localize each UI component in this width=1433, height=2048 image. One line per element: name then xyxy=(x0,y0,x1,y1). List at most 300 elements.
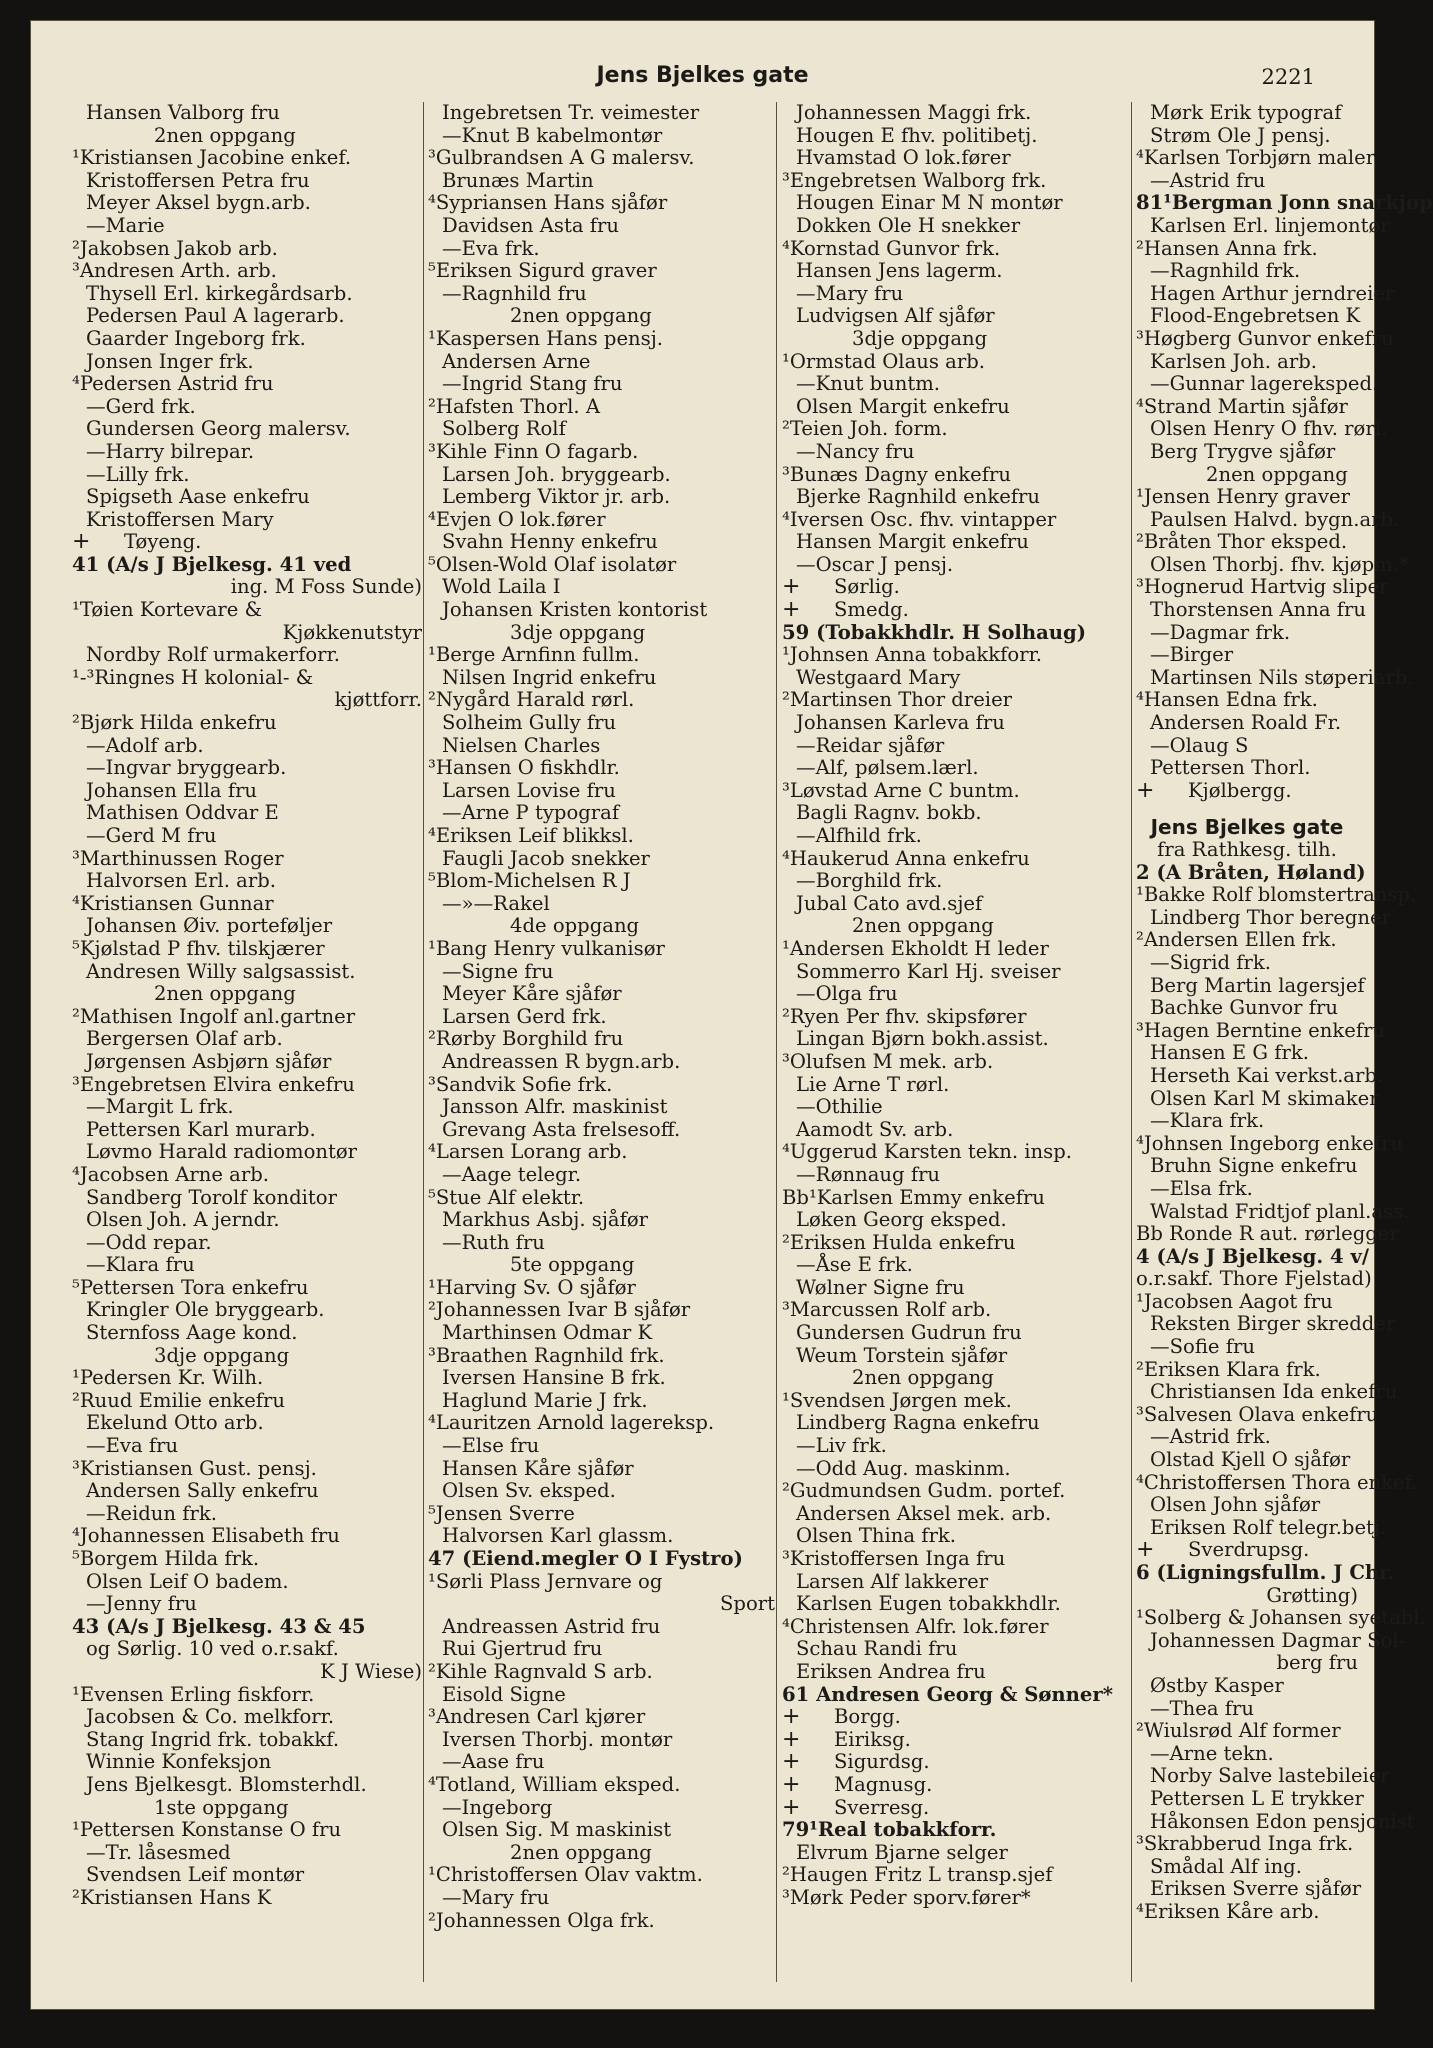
resident-entry: ²Bjørk Hilda enkefru xyxy=(72,711,277,735)
resident-entry: ¹Sørli Plass Jernvare og xyxy=(428,1569,663,1593)
resident-entry: ⁵Olsen-Wold Olaf isolatør xyxy=(428,552,677,576)
resident-entry: ¹Ormstad Olaus arb. xyxy=(782,349,985,373)
resident-entry: ²Eriksen Hulda enkefru xyxy=(782,1230,1016,1254)
resident-entry: —Lilly frk. xyxy=(86,462,190,486)
page-header xyxy=(30,20,1375,90)
resident-entry: Schau Randi fru xyxy=(796,1637,958,1661)
resident-entry: Christiansen Ida enkefru xyxy=(1150,1380,1398,1404)
resident-entry: —Alfhild frk. xyxy=(796,824,922,847)
resident-entry: Sternfoss Aage kond. xyxy=(86,1321,298,1345)
cross-street-name: Borgg. xyxy=(834,1705,901,1729)
cross-marker-icon: + xyxy=(782,1771,801,1797)
resident-entry: —Margit L frk. xyxy=(86,1095,234,1119)
resident-entry: Westgaard Mary xyxy=(796,665,961,689)
resident-entry: Løvmo Harald radiomontør xyxy=(86,1140,358,1164)
resident-entry: ²Wiulsrød Alf former xyxy=(1136,1719,1341,1743)
resident-entry: Thorstensen Anna fru xyxy=(1150,598,1367,622)
resident-entry: —Gunnar lagereksped. xyxy=(1150,372,1379,396)
resident-entry: ¹Kaspersen Hans pensj. xyxy=(428,326,664,350)
resident-entry: —Arne P typograf xyxy=(442,801,620,825)
cross-street-entry xyxy=(1136,1539,1358,1562)
resident-entry: —Ragnhild frk. xyxy=(1150,259,1301,283)
resident-entry: ⁵Stue Alf elektr. xyxy=(428,1185,585,1209)
resident-entry: Pettersen L E trykker xyxy=(1150,1786,1364,1810)
column-4 xyxy=(1136,101,1433,2002)
address-heading: 81¹Bergman Jonn snarkjøp xyxy=(1136,191,1433,215)
cross-marker-icon: + xyxy=(72,529,91,555)
resident-entry: —Othilie xyxy=(796,1095,883,1119)
resident-entry: ⁴Haukerud Anna enkefru xyxy=(782,846,1030,870)
resident-entry: —Oscar J pensj. xyxy=(796,552,954,576)
resident-entry: —Knut B kabelmontør xyxy=(442,123,663,147)
cross-street-name: Sverresg. xyxy=(834,1795,930,1819)
resident-entry: Gundersen Gudrun fru xyxy=(796,1321,1022,1345)
resident-entry: —Knut buntm. xyxy=(796,372,941,396)
resident-entry: Olsen Thorbj. fhv. kjøpm.* xyxy=(1150,552,1409,576)
address-heading: 6 (Ligningsfullm. J Chr. xyxy=(1136,1561,1395,1584)
cross-street-entry xyxy=(1136,777,1358,803)
resident-entry: ²Hafsten Thorl. A xyxy=(428,394,600,418)
resident-entry: Larsen Gerd frk. xyxy=(442,1004,607,1028)
resident-entry: Kristoffersen Mary xyxy=(86,507,274,531)
resident-entry: ⁵Eriksen Sigurd graver xyxy=(428,259,657,283)
resident-entry: —Olga fru xyxy=(796,982,898,1006)
stairway-heading: 2nen oppgang xyxy=(154,982,296,1006)
resident-entry: Halvorsen Karl glassm. xyxy=(442,1524,674,1548)
resident-entry: —Klara frk. xyxy=(1150,1109,1265,1133)
resident-entry: —Liv frk. xyxy=(796,1434,887,1458)
resident-entry: Kringler Ole bryggearb. xyxy=(86,1298,325,1322)
cross-street-entry xyxy=(72,531,422,554)
resident-entry: Ludvigsen Alf sjåfør xyxy=(796,304,995,328)
resident-entry: Strøm Ole J pensj. xyxy=(1150,123,1331,147)
resident-entry: Lie Arne T rørl. xyxy=(796,1072,950,1096)
resident-entry: ¹Pedersen Kr. Wilh. xyxy=(72,1366,264,1390)
resident-entry: ⁵Blom-Michelsen R J xyxy=(428,869,631,893)
resident-entry: ⁴Iversen Osc. fhv. vintapper xyxy=(782,507,1057,531)
resident-entry: ⁴Christensen Alfr. lok.fører xyxy=(782,1614,1049,1638)
resident-entry: ²Ryen Per fhv. skipsfører xyxy=(782,1004,1027,1028)
resident-entry: Hvamstad O lok.fører xyxy=(796,146,1011,170)
resident-entry: —Eva fru xyxy=(86,1434,179,1458)
resident-entry: Østby Kasper xyxy=(1150,1673,1284,1697)
resident-entry: Walstad Fridtjof planl.ass. xyxy=(1150,1199,1410,1223)
resident-entry: —Åse E frk. xyxy=(796,1253,913,1277)
stairway-heading: 2nen oppgang xyxy=(1206,462,1348,486)
resident-entry: kjøttforr. xyxy=(334,688,422,712)
resident-entry: ⁵Kjølstad P fhv. tilskjærer xyxy=(72,936,325,960)
stairway-heading: 3dje oppgang xyxy=(154,1343,290,1367)
resident-entry: ³Mørk Peder sporv.fører* xyxy=(782,1885,1031,1909)
resident-entry: Winnie Konfeksjon xyxy=(86,1750,272,1774)
resident-entry: Meyer Kåre sjåfør xyxy=(442,982,622,1006)
resident-entry: Pettersen Thorl. xyxy=(1150,756,1311,780)
resident-entry: Karlsen Eugen tobakkhdlr. xyxy=(796,1592,1061,1616)
column-3 xyxy=(782,102,1130,2002)
resident-entry: Reksten Birger skredder xyxy=(1150,1312,1396,1336)
resident-entry: Johansen Kristen kontorist xyxy=(442,598,708,622)
resident-entry: —Ingrid Stang fru xyxy=(442,372,623,396)
cross-marker-icon: + xyxy=(782,597,801,623)
resident-entry: fra Rathkesg. tilh. xyxy=(1157,838,1337,861)
resident-entry: ³Kihle Finn O fagarb. xyxy=(428,439,639,463)
resident-entry: —Birger xyxy=(1150,643,1234,667)
resident-entry: ²Johannessen Olga frk. xyxy=(428,1908,655,1932)
resident-entry: Karlsen Erl. linjemontør xyxy=(1150,213,1390,237)
resident-entry: o.r.sakf. Thore Fjelstad) xyxy=(1136,1267,1372,1291)
resident-entry: Grevang Asta frelsesoff. xyxy=(442,1117,681,1141)
stairway-heading: 2nen oppgang xyxy=(154,123,296,147)
resident-entry: Haglund Marie J frk. xyxy=(442,1388,648,1412)
resident-entry: Smådal Alf ing. xyxy=(1150,1854,1302,1878)
directory-page xyxy=(30,20,1433,2010)
resident-entry: Eisold Signe xyxy=(442,1682,566,1706)
resident-entry: Halvorsen Erl. arb. xyxy=(86,869,276,893)
resident-entry: ⁴Pedersen Astrid fru xyxy=(72,372,274,396)
resident-entry: ⁵Borgem Hilda frk. xyxy=(72,1547,260,1570)
cross-street-entry xyxy=(782,1706,1130,1729)
resident-entry: Pedersen Paul A lagerarb. xyxy=(86,304,345,328)
address-heading: 4 (A/s J Bjelkesg. 4 v/ xyxy=(1136,1244,1370,1268)
resident-entry: Olsen Sig. M maskinist xyxy=(442,1818,672,1842)
column-divider xyxy=(776,102,777,1982)
cross-marker-icon: + xyxy=(782,1704,801,1730)
resident-entry: ⁴Hansen Edna frk. xyxy=(1136,688,1318,712)
resident-entry: —Aase fru xyxy=(442,1750,545,1774)
resident-entry: Andreassen Astrid fru xyxy=(442,1614,661,1638)
resident-entry: Aamodt Sv. arb. xyxy=(796,1117,954,1141)
resident-entry: ing. M Foss Sunde) xyxy=(230,575,422,599)
resident-entry: Weum Torstein sjåfør xyxy=(796,1343,1008,1367)
resident-entry: Iversen Thorbj. montør xyxy=(442,1727,673,1751)
resident-entry: —Else fru xyxy=(442,1434,540,1458)
column-1 xyxy=(72,102,422,2002)
resident-entry: Olsen Leif O badem. xyxy=(86,1569,289,1593)
resident-entry: Johansen Øiv. porteføljer xyxy=(86,914,333,938)
resident-entry: Berg Martin lagersjef xyxy=(1150,973,1365,997)
stairway-heading: 3dje oppgang xyxy=(852,326,988,350)
resident-entry: Olstad Kjell O sjåfør xyxy=(1150,1448,1351,1472)
resident-entry: ¹Andersen Ekholdt H leder xyxy=(782,936,1049,960)
resident-entry: —Borghild frk. xyxy=(796,869,943,893)
address-heading: 59 (Tobakkhdlr. H Solhaug) xyxy=(782,620,1087,644)
resident-entry: ²Johannessen Ivar B sjåfør xyxy=(428,1298,691,1322)
resident-entry: Solheim Gully fru xyxy=(442,711,617,735)
resident-entry: K J Wiese) xyxy=(320,1659,422,1683)
resident-entry: ³Marcussen Rolf arb. xyxy=(782,1298,992,1322)
resident-entry: Markhus Asbj. sjåfør xyxy=(442,1208,649,1232)
resident-entry: Larsen Joh. bryggearb. xyxy=(442,462,671,486)
resident-entry: —Tr. låsesmed xyxy=(86,1840,231,1864)
stairway-heading: 2nen oppgang xyxy=(852,914,994,938)
resident-entry: Meyer Aksel bygn.arb. xyxy=(86,191,311,215)
resident-entry: Hansen Kåre sjåfør xyxy=(442,1456,634,1480)
resident-entry: Ingebretsen Tr. veimester xyxy=(442,101,700,124)
resident-entry: ²Andersen Ellen frk. xyxy=(1136,928,1337,952)
resident-entry: Løken Georg eksped. xyxy=(796,1208,1007,1232)
resident-entry: ⁴Lauritzen Arnold lagereksp. xyxy=(428,1411,715,1435)
street-section-title: Jens Bjelkes gate xyxy=(1150,815,1344,840)
resident-entry: Mørk Erik typograf xyxy=(1150,101,1342,124)
resident-entry: ¹Tøien Kortevare & xyxy=(72,598,263,622)
resident-entry: ¹Christoffersen Olav vaktm. xyxy=(428,1863,703,1887)
resident-entry: ²Nygård Harald rørl. xyxy=(428,688,635,712)
resident-entry: ¹Kristiansen Jacobine enkef. xyxy=(72,146,352,170)
resident-entry: ²Ruud Emilie enkefru xyxy=(72,1388,286,1412)
resident-entry: ¹Jensen Henry graver xyxy=(1136,485,1351,509)
resident-entry: Lingan Bjørn bokh.assist. xyxy=(796,1027,1049,1051)
resident-entry: Jonsen Inger frk. xyxy=(86,349,254,373)
resident-entry: ²Kihle Ragnvald S arb. xyxy=(428,1659,653,1683)
resident-entry: —Rønnaug fru xyxy=(796,1162,941,1186)
resident-entry: Karlsen Joh. arb. xyxy=(1150,349,1317,373)
resident-entry: —Jenny fru xyxy=(86,1592,197,1616)
cross-marker-icon: + xyxy=(782,574,801,600)
resident-entry: Pettersen Karl murarb. xyxy=(86,1117,316,1141)
resident-entry: ³Løvstad Arne C buntm. xyxy=(782,778,1020,802)
address-heading: 61 Andresen Georg & Sønner* xyxy=(782,1682,1113,1706)
cross-street-name: Smedg. xyxy=(834,598,909,622)
resident-entry: Bjerke Ragnhild enkefru xyxy=(796,485,1041,509)
resident-entry: Bachke Gunvor fru xyxy=(1150,996,1338,1020)
cross-marker-icon: + xyxy=(782,1794,801,1820)
resident-entry: —Mary fru xyxy=(442,1885,550,1909)
resident-entry: Jens Bjelkesgt. Blomsterhdl. xyxy=(86,1772,367,1796)
resident-entry: Larsen Lovise fru xyxy=(442,778,616,802)
stairway-heading: 5te oppgang xyxy=(510,1253,635,1277)
resident-entry: ⁴Johannessen Elisabeth fru xyxy=(72,1524,340,1548)
resident-entry: —Olaug S xyxy=(1150,733,1249,757)
resident-entry: —Aage telegr. xyxy=(442,1162,582,1186)
resident-entry: Wold Laila I xyxy=(442,575,561,599)
resident-entry: Iversen Hansine B frk. xyxy=(442,1366,666,1390)
address-heading: 79¹Real tobakkforr. xyxy=(782,1818,997,1842)
resident-entry: Lindberg Ragna enkefru xyxy=(796,1411,1040,1435)
resident-entry: ¹Bakke Rolf blomstertransp. xyxy=(1136,883,1417,907)
resident-entry: Andersen Aksel mek. arb. xyxy=(796,1501,1052,1525)
resident-entry: ³Sandvik Sofie frk. xyxy=(428,1072,613,1096)
resident-entry: Olsen Henry O fhv. rørl. xyxy=(1150,417,1388,441)
stairway-heading: 3dje oppgang xyxy=(510,620,646,644)
column-4-upper xyxy=(1136,101,1433,803)
resident-entry: Hagen Arthur jerndreier xyxy=(1150,281,1395,305)
resident-entry: —Eva frk. xyxy=(442,236,540,260)
address-heading: 43 (A/s J Bjelkesg. 43 & 45 xyxy=(72,1614,366,1638)
resident-entry: ¹Svendsen Jørgen mek. xyxy=(782,1388,1012,1412)
stairway-heading: 2nen oppgang xyxy=(852,1366,994,1390)
resident-entry: Lindberg Thor beregner xyxy=(1150,905,1392,929)
resident-entry: Davidsen Asta fru xyxy=(442,213,619,237)
resident-entry: Berg Trygve sjåfør xyxy=(1150,439,1336,463)
cross-marker-icon: + xyxy=(1136,777,1155,803)
resident-entry: ⁵Jensen Sverre xyxy=(428,1501,575,1525)
resident-entry: Bb Ronde R aut. rørlegger xyxy=(1136,1222,1399,1246)
cross-street-entry xyxy=(782,576,1130,599)
cross-street-name: Sverdrupsg. xyxy=(1188,1538,1310,1562)
cross-street-name: Sigurdsg. xyxy=(834,1750,930,1774)
resident-entry: ⁴Christoffersen Thora enkef. xyxy=(1136,1470,1418,1494)
stairway-heading: 2nen oppgang xyxy=(510,304,652,328)
cross-street-entry xyxy=(782,599,1130,622)
column-divider xyxy=(1131,102,1132,1982)
resident-entry: Eriksen Sverre sjåfør xyxy=(1150,1877,1362,1901)
resident-entry: —Marie xyxy=(86,213,165,237)
resident-entry: —Thea fru xyxy=(1150,1696,1255,1720)
resident-entry: —Adolf arb. xyxy=(86,733,204,757)
resident-entry: ³Hognerud Hartvig sliper xyxy=(1136,575,1389,599)
resident-entry: ³Hansen O fiskhdlr. xyxy=(428,756,620,780)
resident-entry: Mathisen Oddvar E xyxy=(86,801,279,825)
resident-entry: ⁴Uggerud Karsten tekn. insp. xyxy=(782,1140,1072,1164)
resident-entry: ⁴Totland, William eksped. xyxy=(428,1772,681,1796)
resident-entry: Gaarder Ingeborg frk. xyxy=(86,326,306,350)
resident-entry: —Sofie fru xyxy=(1150,1335,1255,1359)
resident-entry: Andersen Arne xyxy=(442,349,591,373)
resident-entry: ³Skrabberud Inga frk. xyxy=(1136,1832,1354,1856)
cross-marker-icon: + xyxy=(782,1726,801,1752)
resident-entry: ²Eriksen Klara frk. xyxy=(1136,1357,1321,1381)
resident-entry: Stang Ingrid frk. tobakkf. xyxy=(86,1727,340,1751)
resident-entry: —Odd repar. xyxy=(86,1230,212,1254)
resident-entry: ²Rørby Borghild fru xyxy=(428,1027,624,1051)
resident-entry: Olsen Karl M skimaker xyxy=(1150,1086,1379,1110)
resident-entry: ³Bunæs Dagny enkefru xyxy=(782,462,1011,486)
resident-entry: Jacobsen & Co. melkforr. xyxy=(86,1705,335,1729)
stairway-heading: 2nen oppgang xyxy=(510,1840,652,1864)
resident-entry: ⁵Pettersen Tora enkefru xyxy=(72,1275,309,1299)
resident-entry: Jansson Alfr. maskinist xyxy=(442,1095,668,1119)
resident-entry: Svahn Henny enkefru xyxy=(442,530,658,554)
column-divider xyxy=(423,102,424,1982)
resident-entry: Flood-Engebretsen K xyxy=(1150,304,1361,328)
resident-entry: ²Jakobsen Jakob arb. xyxy=(72,236,278,260)
resident-entry: Kristoffersen Petra fru xyxy=(86,168,310,192)
resident-entry: Elvrum Bjarne selger xyxy=(796,1840,1008,1864)
resident-entry: Norby Salve lastebileier xyxy=(1150,1764,1390,1788)
resident-entry: Marthinsen Odmar K xyxy=(442,1321,653,1345)
stairway-heading: 1ste oppgang xyxy=(154,1795,289,1819)
resident-entry: Johannessen Dagmar Sol- xyxy=(1150,1628,1406,1652)
resident-entry: —Nancy fru xyxy=(796,439,915,463)
resident-entry: ⁴Kornstad Gunvor frk. xyxy=(782,236,1001,260)
resident-entry: ³Gulbrandsen A G malersv. xyxy=(428,146,695,170)
resident-entry: ²Gudmundsen Gudm. portef. xyxy=(782,1479,1066,1503)
resident-entry: ³Marthinussen Roger xyxy=(72,846,284,870)
resident-entry: —Dagmar frk. xyxy=(1150,620,1291,644)
resident-entry: ³Kristoffersen Inga fru xyxy=(782,1547,1006,1570)
resident-entry: Herseth Kai verkst.arb. xyxy=(1150,1063,1384,1087)
resident-entry: Hansen Jens lagerm. xyxy=(796,259,1003,283)
resident-entry: Solberg Rolf xyxy=(442,417,566,441)
resident-entry: ²Teien Joh. form. xyxy=(782,417,948,441)
resident-entry: Bagli Ragnv. bokb. xyxy=(796,801,982,825)
resident-entry: Grøtting) xyxy=(1266,1583,1358,1607)
resident-entry: Jørgensen Asbjørn sjåfør xyxy=(86,1049,332,1073)
resident-entry: —Astrid fru xyxy=(1150,168,1266,192)
resident-entry: berg fru xyxy=(1276,1651,1358,1675)
resident-entry: Hansen Margit enkefru xyxy=(796,530,1029,554)
resident-entry: ³Kristiansen Gust. pensj. xyxy=(72,1456,317,1480)
resident-entry: ⁴Jacobsen Arne arb. xyxy=(72,1162,269,1186)
resident-entry: ⁴Sypriansen Hans sjåfør xyxy=(428,191,668,215)
cross-street-entry xyxy=(782,1751,1130,1774)
resident-entry: Hansen E G frk. xyxy=(1150,1041,1310,1065)
resident-entry: —Sigrid frk. xyxy=(1150,950,1271,974)
resident-entry: ³Engebretsen Walborg frk. xyxy=(782,168,1047,192)
resident-entry: ¹Bang Henry vulkanisør xyxy=(428,936,665,960)
resident-entry: —Gerd M fru xyxy=(86,824,217,847)
resident-entry: og Sørlig. 10 ved o.r.sakf. xyxy=(86,1637,339,1661)
resident-entry: ¹Evensen Erling fiskforr. xyxy=(72,1682,315,1706)
resident-entry: —Ragnhild fru xyxy=(442,281,587,305)
resident-entry: ²Bråten Thor eksped. xyxy=(1136,530,1348,554)
resident-entry: ¹Berge Arnfinn fullm. xyxy=(428,643,640,667)
column-4-lower xyxy=(1136,838,1426,1924)
resident-entry: Nordby Rolf urmakerforr. xyxy=(86,643,340,667)
resident-entry: ¹Johnsen Anna tobakkforr. xyxy=(782,643,1043,667)
resident-entry: —Gerd frk. xyxy=(86,394,196,418)
resident-entry: Bergersen Olaf arb. xyxy=(86,1027,283,1051)
resident-entry: —Elsa frk. xyxy=(1150,1176,1253,1200)
resident-entry: ¹-³Ringnes H kolonial- & xyxy=(72,665,314,689)
resident-entry: Nielsen Charles xyxy=(442,733,601,757)
resident-entry: Hougen E fhv. politibetj. xyxy=(796,123,1038,147)
resident-entry: Wølner Signe fru xyxy=(796,1275,965,1299)
resident-entry: ²Haugen Fritz L transp.sjef xyxy=(782,1863,1053,1887)
resident-entry: ⁴Eriksen Kåre arb. xyxy=(1136,1899,1320,1923)
resident-entry: Bb¹Karlsen Emmy enkefru xyxy=(782,1185,1045,1209)
resident-entry: Kjøkkenutstyr xyxy=(282,620,422,644)
resident-entry: —Arne tekn. xyxy=(1150,1741,1274,1765)
resident-entry: Andresen Willy salgsassist. xyxy=(86,959,356,983)
cross-street-name: Kjølbergg. xyxy=(1188,778,1292,802)
resident-entry: —»—Rakel xyxy=(442,891,550,915)
resident-entry: Sommerro Karl Hj. sveiser xyxy=(796,959,1061,983)
cross-marker-icon: + xyxy=(782,1749,801,1775)
resident-entry: Olsen Margit enkefru xyxy=(796,394,1010,418)
resident-entry: ³Salvesen Olava enkefru xyxy=(1136,1402,1379,1426)
cross-street-entry xyxy=(782,1771,1130,1797)
resident-entry: Brunæs Martin xyxy=(442,168,594,192)
resident-entry: Spigseth Aase enkefru xyxy=(86,485,310,509)
address-heading: 47 (Eiend.megler O I Fystro) xyxy=(428,1547,743,1570)
resident-entry: Eriksen Andrea fru xyxy=(796,1659,986,1683)
resident-entry: Ekelund Otto arb. xyxy=(86,1411,264,1435)
cross-street-name: Tøyeng. xyxy=(124,530,202,554)
resident-entry: Hougen Einar M N montør xyxy=(796,191,1063,215)
resident-entry: Paulsen Halvd. bygn.arb. xyxy=(1150,507,1400,531)
resident-entry: Dokken Ole H snekker xyxy=(796,213,1021,237)
resident-entry: ¹Solberg & Johansen syetabl. xyxy=(1136,1606,1426,1630)
resident-entry: Håkonsen Edon pensjonist xyxy=(1150,1809,1415,1833)
resident-entry: Olsen Sv. eksped. xyxy=(442,1479,616,1503)
resident-entry: Bruhn Signe enkefru xyxy=(1150,1154,1358,1178)
page-number: 2221 xyxy=(1261,65,1315,89)
cross-marker-icon: + xyxy=(1136,1537,1155,1563)
resident-entry: —Ruth fru xyxy=(442,1230,545,1254)
resident-entry: Martinsen Nils støperiarb. xyxy=(1150,665,1414,689)
resident-entry: ⁴Johnsen Ingeborg enkefru xyxy=(1136,1131,1404,1155)
resident-entry: Faugli Jacob snekker xyxy=(442,846,650,870)
cross-street-entry xyxy=(782,1794,1130,1820)
resident-entry: Olsen John sjåfør xyxy=(1150,1493,1321,1517)
resident-entry: Gundersen Georg malersv. xyxy=(86,417,351,441)
resident-entry: Sandberg Torolf konditor xyxy=(86,1185,337,1209)
resident-entry: —Signe fru xyxy=(442,959,554,983)
cross-street-name: Magnusg. xyxy=(834,1772,933,1796)
resident-entry: —Ingeborg xyxy=(442,1795,553,1819)
resident-entry: Andersen Sally enkefru xyxy=(86,1479,319,1503)
